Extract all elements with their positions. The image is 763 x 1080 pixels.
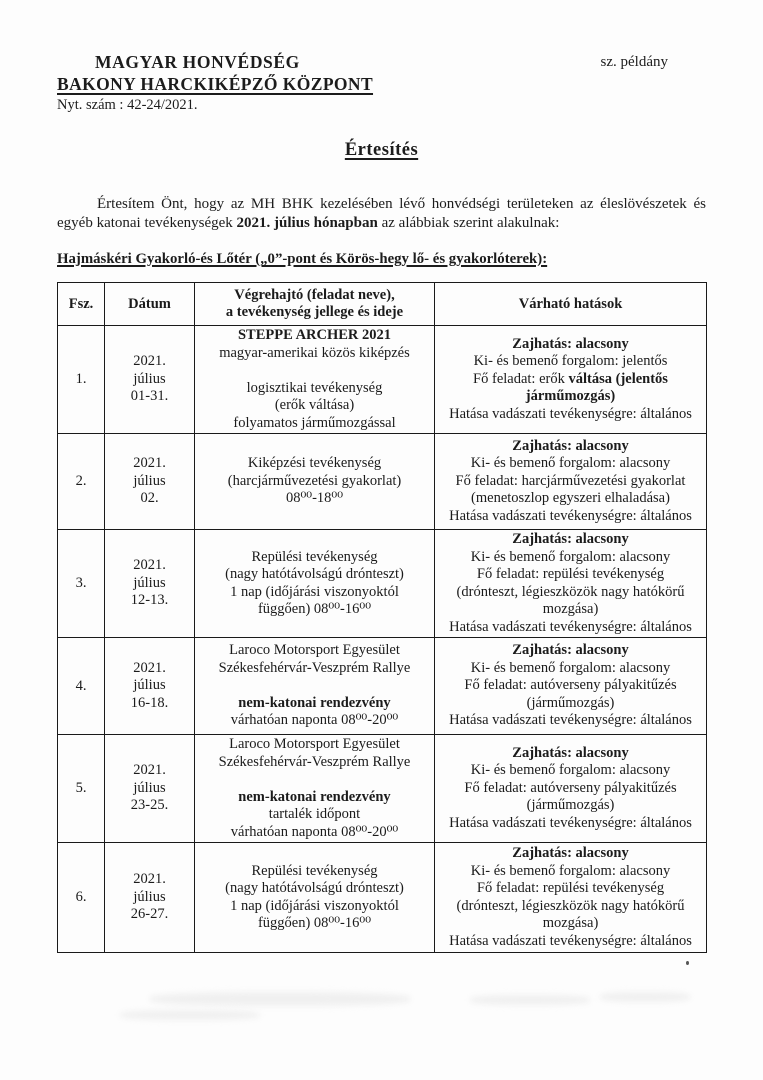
text-line: Hatása vadászati tevékenységre: általános [449,507,692,524]
text-line: Zajhatás: alacsony [512,531,629,547]
text-line: 2021. [133,659,166,676]
cell-effects [435,843,707,953]
text-line: Ki- és bemenő forgalom: alacsony [470,455,671,472]
text-line: 12-13. [130,592,169,609]
text-line: Laroco Motorsport Egyesület [229,642,400,659]
text-line: 08⁰⁰-18⁰⁰ [285,490,344,507]
cell-fsz: 6. [58,843,105,953]
text-line: függően) 08⁰⁰-16⁰⁰ [257,601,372,617]
header-task [195,283,435,326]
text-line: várhatóan naponta 08⁰⁰-20⁰⁰ [230,823,399,840]
copy-number-label: sz. példány [600,54,668,70]
text-line: tartalék időpont [268,806,361,822]
cell-date [105,434,195,530]
document-header [57,52,706,114]
text-line: Ki- és bemenő forgalom: jelentős [473,353,668,370]
text-line: Zajhatás: alacsony [512,845,629,861]
cell-effects [435,326,707,434]
cell-date [105,326,195,434]
scan-artifact [600,992,690,1002]
text-line: nem-katonai rendezvény [238,694,391,711]
text-line: Fő feladat: harcjárművezetési gyakorlat [455,472,686,489]
text-line: (drónteszt, légieszközök nagy hatókörű [456,897,685,914]
text-line: logisztikai tevékenység [246,379,383,396]
header-datum: Dátum [105,283,195,326]
text-line: Zajhatás: alacsony [512,642,629,659]
header-effects: Várható hatások [435,283,707,326]
text-line: Ki- és bemenő forgalom: alacsony [470,548,671,565]
text-line: Fő feladat: autóverseny pályakitűzés [464,677,677,694]
cell-fsz: 5. [58,735,105,843]
header-task-line2: a tevékenység jellege és ideje [225,304,404,320]
text-line: Székesfehérvár-Veszprém Rallye [218,753,411,770]
text-line: (menetoszlop egyszeri elhaladása) [471,490,670,507]
org-name-line1: MAGYAR HONVÉDSÉG [95,52,300,72]
text-line: Ki- és bemenő forgalom: alacsony [470,659,671,676]
text-line: (harcjárművezetési gyakorlat) [227,472,402,489]
text-span: váltása (jelentős [568,370,668,387]
text-line: Fő feladat: autóverseny pályakitűzés [464,779,677,796]
header-fsz: Fsz. [58,283,105,326]
text-line: Hatása vadászati tevékenységre: általános [449,618,692,635]
cell-fsz: 3. [58,530,105,638]
text-line: 16-18. [130,694,169,711]
text-line: Ki- és bemenő forgalom: alacsony [470,762,671,779]
text-line: július [133,370,166,387]
text-line: Fő feladat: repülési tevékenység [476,880,665,896]
text-line: Hatása vadászati tevékenységre: általános [449,814,692,831]
cell-task [195,638,435,735]
text-line: Ki- és bemenő forgalom: alacsony [470,862,671,879]
intro-text-bold: 2021. július hónapban [236,214,378,231]
intro-text-2: az alábbiak szerint alakulnak: [377,214,560,231]
text-line: 1 nap (időjárási viszonyoktól [230,897,399,914]
org-name-line2: BAKONY HARCKIKÉPZŐ KÖZPONT [57,74,374,94]
text-line: Székesfehérvár-Veszprém Rallye [218,659,411,676]
text-line: 1 nap (időjárási viszonyoktól [230,583,399,600]
cell-effects [435,530,707,638]
activities-table [57,282,707,953]
cell-fsz: 4. [58,638,105,735]
text-line: mozgása) [542,601,599,617]
text-line: 2021. [133,871,166,888]
text-line: járműmozgás) [525,388,616,405]
blank-line [198,677,431,695]
text-line: Fő feladat: repülési tevékenység [476,566,665,582]
text-line: (drónteszt, légieszközök nagy hatókörű [456,583,685,600]
text-line: folyamatos járműmozgással [233,414,396,431]
scan-artifact [120,1010,260,1020]
registry-number: Nyt. szám : 42-24/2021. [57,97,198,113]
text-line: 2021. [133,557,166,574]
intro-paragraph [57,195,706,232]
intro-text-1: Értesítem Önt, hogy az MH BHK kezelésében lévő honvédségi területeken az éleslövészetek és egyéb katonai tevékenységek [57,196,706,231]
blank-line [198,771,431,789]
cell-date [105,638,195,735]
text-line: július [133,677,166,694]
text-line: függően) 08⁰⁰-16⁰⁰ [257,915,372,931]
text-line: (nagy hatótávolságú drónteszt) [225,566,404,582]
table-row [58,434,707,530]
table-row [58,638,707,735]
scan-artifact [150,992,410,1006]
table-header-row [58,283,707,326]
cell-fsz: 2. [58,434,105,530]
text-line: (járműmozgás) [526,797,615,814]
scan-artifact [686,961,689,965]
text-line: július [133,779,166,796]
text-line: Kiképzési tevékenység [247,455,382,472]
header-task-line1: Végrehajtó (feladat neve), [234,286,395,303]
text-line: 26-27. [130,906,169,923]
text-line: (járműmozgás) [526,694,615,711]
text-line: július [133,888,166,905]
text-line: július [133,472,166,489]
cell-fsz: 1. [58,326,105,434]
text-line: Repülési tevékenység [251,862,378,879]
text-line: Zajhatás: alacsony [512,437,629,454]
text-line: július [133,574,166,591]
table-row [58,735,707,843]
text-line: Hatása vadászati tevékenységre: általános [449,712,692,729]
table-row [58,530,707,638]
text-span: Fő feladat: erők [473,370,569,387]
cell-task [195,530,435,638]
cell-date [105,843,195,953]
text-line: 23-25. [130,797,169,814]
blank-line [198,362,431,380]
page-title: Értesítés [344,140,419,160]
text-line: Hatása vadászati tevékenységre: általános [449,405,692,422]
text-line [438,371,703,389]
text-line: nem-katonai rendezvény [238,788,391,805]
text-line: 01-31. [130,388,169,405]
text-line: 2021. [133,353,166,370]
cell-effects [435,638,707,735]
text-line: 02. [140,490,159,507]
text-line: Laroco Motorsport Egyesület [229,736,400,752]
text-line: 2021. [133,762,166,779]
text-line: Zajhatás: alacsony [512,335,629,352]
text-line: 2021. [133,455,166,472]
table-row [58,843,707,953]
text-line: mozgása) [542,915,599,931]
text-line: Hatása vadászati tevékenységre: általános [449,932,692,949]
cell-date [105,735,195,843]
text-line: Repülési tevékenység [251,548,378,565]
scan-artifact [470,995,590,1005]
cell-date [105,530,195,638]
text-line: várhatóan naponta 08⁰⁰-20⁰⁰ [230,712,399,729]
cell-task [195,735,435,843]
text-line: (erők váltása) [274,397,355,413]
cell-task [195,843,435,953]
table-row [58,326,707,434]
cell-effects [435,434,707,530]
cell-effects [435,735,707,843]
section-heading: Hajmáskéri Gyakorló-és Lőtér („0”-pont és Körös-hegy lő- és gyakorlóterek): [57,251,548,267]
text-line: magyar-amerikai közös kiképzés [219,344,410,361]
cell-task [195,326,435,434]
text-line: STEPPE ARCHER 2021 [237,327,392,343]
cell-task [195,434,435,530]
text-line: Zajhatás: alacsony [512,744,629,761]
text-line: (nagy hatótávolságú drónteszt) [225,880,404,896]
